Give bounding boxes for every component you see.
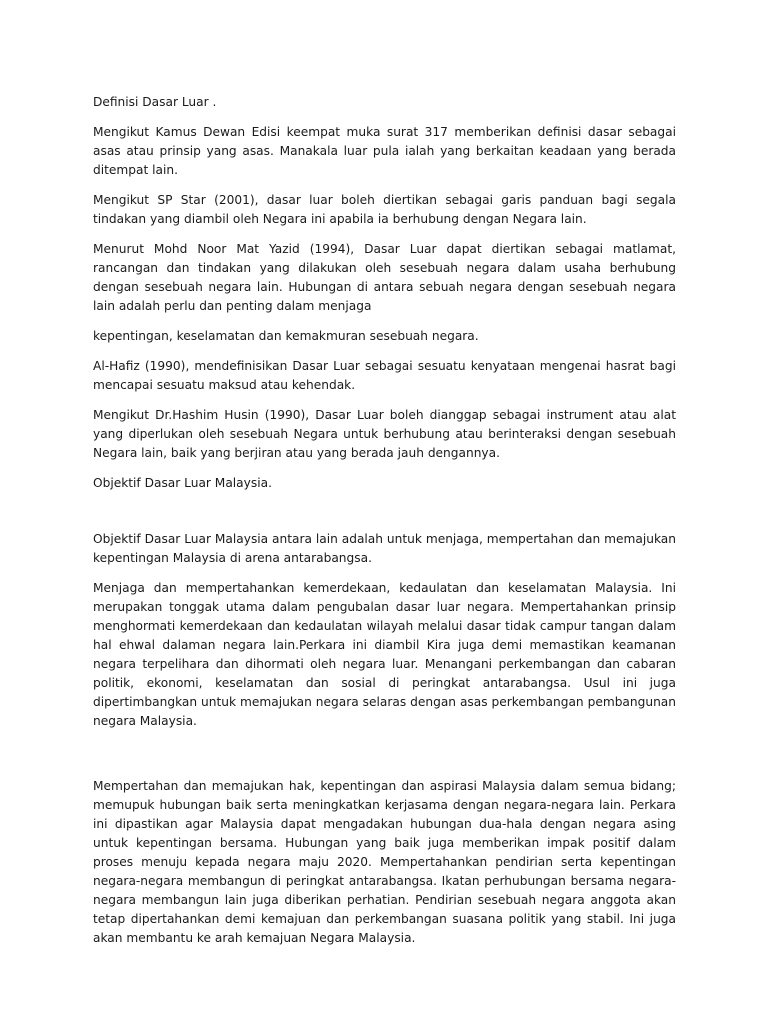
paragraph-mempertahan-memajukan: Mempertahan dan memajukan hak, kepentingan dan aspirasi Malaysia dalam semua bidang; memupuk hubungan baik serta meningkatkan kerjasama dengan negara-negara lain. Perkara ini dipastikan agar Malaysia dapat mengadakan hubungan dua-hala dengan negara asing untuk kepentingan bersama. Hubungan yang baik juga memberikan impak positif dalam proses menuju kepada negara maju 2020. Mempertahankan pendirian serta kepentingan negara-negara membangun di peringkat antarabangsa. Ikatan perhubungan bersama negara-negara membangun lain juga diberikan perhatian. Pendirian sesebuah negara anggota akan tetap dipertahankan demi kemajuan dan perkembangan suasana politik yang stabil. Ini juga akan membantu ke arah kemajuan Negara Malaysia.	[93, 779, 676, 945]
paragraph-mohd-noor: Menurut Mohd Noor Mat Yazid (1994), Dasar Luar dapat diertikan sebagai matlamat, rancangan dan tindakan yang dilakukan oleh sesebuah negara dalam usaha berhubung dengan sesebuah negara lain. Hubungan di antara sebuah negara dengan sesebuah negara lain adalah perlu dan penting dalam menjaga	[93, 242, 676, 313]
paragraph-sp-star: Mengikut SP Star (2001), dasar luar boleh diertikan sebagai garis panduan bagi segala tindakan yang diambil oleh Negara ini apabila ia berhubung dengan Negara lain.	[93, 193, 676, 226]
spacer	[93, 504, 676, 530]
paragraph-kepentingan: kepentingan, keselamatan dan kemakmuran sesebuah negara.	[93, 329, 479, 343]
paragraph-hashim-husin: Mengikut Dr.Hashim Husin (1990), Dasar Luar boleh dianggap sebagai instrument atau alat yang diperlukan oleh sesebuah Negara untuk berhubung atau berinteraksi dengan sesebuah Negara lain, baik yang berjiran atau yang berada jauh dengannya.	[93, 408, 676, 460]
spacer	[93, 742, 676, 777]
heading-definisi-dasar-luar: Definisi Dasar Luar .	[93, 95, 217, 109]
heading-objektif-dasar-luar: Objektif Dasar Luar Malaysia.	[93, 476, 272, 490]
paragraph-al-hafiz: Al-Hafiz (1990), mendefinisikan Dasar Luar sebagai sesuatu kenyataan mengenai hasrat bagi mencapai sesuatu maksud atau kehendak.	[93, 359, 676, 392]
paragraph-menjaga-mempertahankan: Menjaga dan mempertahankan kemerdekaan, kedaulatan dan keselamatan Malaysia. Ini merupakan tonggak utama dalam pengubalan dasar luar negara. Mempertahankan prinsip menghormati kemerdekaan dan kedaulatan wilayah melalui dasar tidak campur tangan dalam hal ehwal dalaman negara lain.Perkara ini diambil Kira juga demi memastikan keamanan negara terpelihara dan dihormati oleh negara luar. Menangani perkembangan dan cabaran politik, ekonomi, keselamatan dan sosial di peringkat antarabangsa. Usul ini juga dipertimbangkan untuk memajukan negara selaras dengan asas perkembangan pembangunan negara Malaysia.	[93, 581, 676, 728]
paragraph-objektif: Objektif Dasar Luar Malaysia antara lain adalah untuk menjaga, mempertahan dan memajukan kepentingan Malaysia di arena antarabangsa.	[93, 532, 676, 565]
paragraph-kamus-dewan: Mengikut Kamus Dewan Edisi keempat muka surat 317 memberikan definisi dasar sebagai asas atau prinsip yang asas. Manakala luar pula ialah yang berkaitan keadaan yang berada ditempat lain.	[93, 125, 676, 177]
